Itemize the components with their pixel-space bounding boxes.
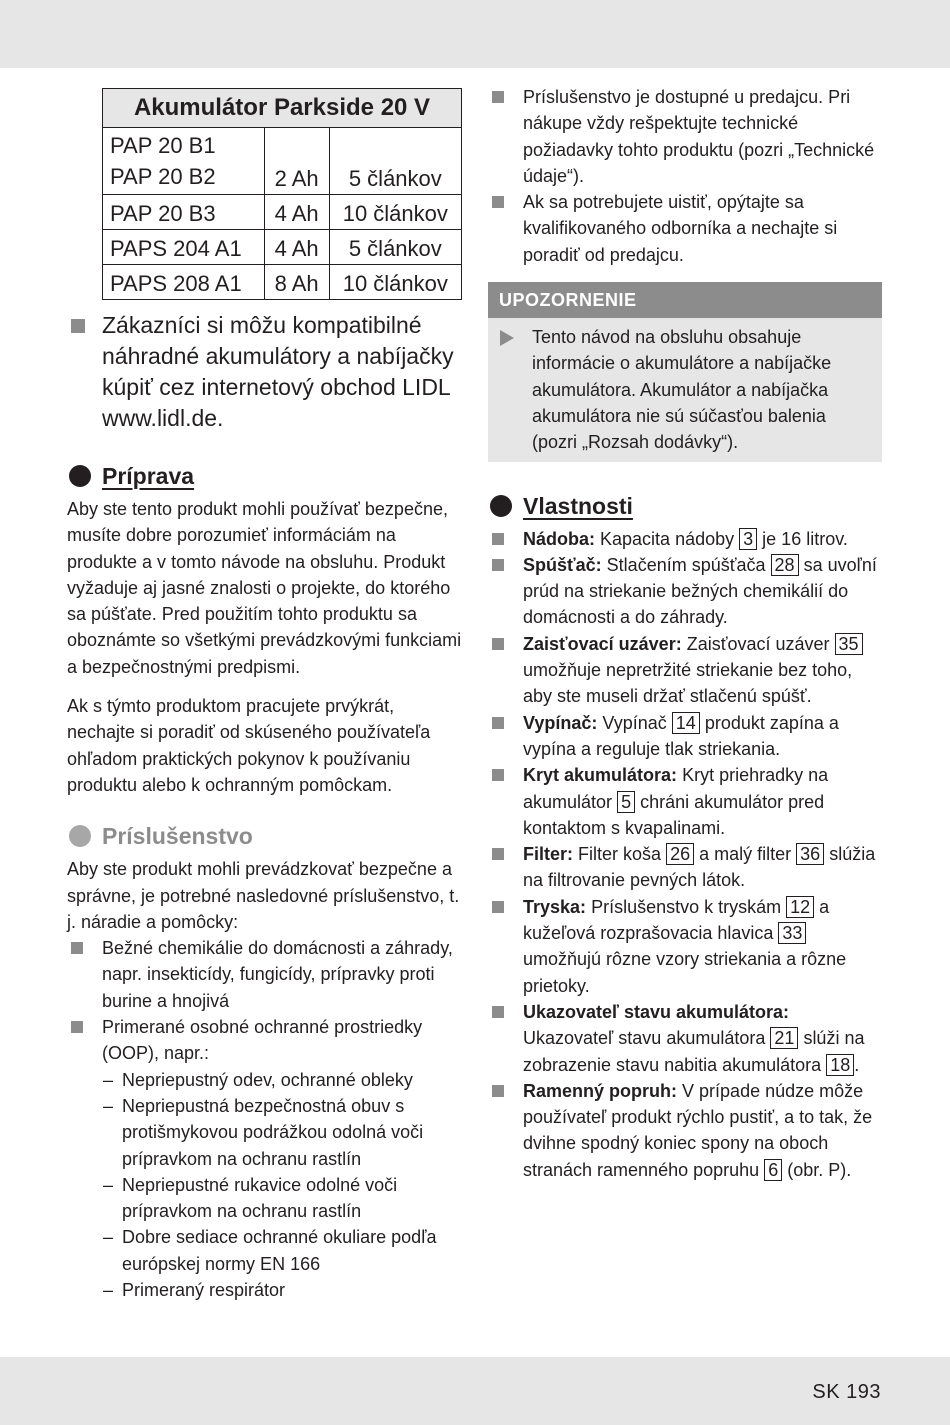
- table-row: [103, 265, 462, 300]
- reference-number: 33: [778, 922, 806, 944]
- square-bullet-icon: [492, 1085, 504, 1097]
- table-row: [103, 230, 462, 265]
- square-bullet-icon: [492, 196, 504, 208]
- sub-list-item: – Nepriepustný odev, ochranné obleky: [103, 1069, 413, 1090]
- sub-list-item: – Primeraný respirátor: [103, 1280, 286, 1301]
- table-cell-cells: 5 článkov: [329, 128, 461, 195]
- section-heading-prislusenstvo: Príslušenstvo: [67, 820, 465, 852]
- features-list: [488, 526, 882, 1183]
- table-cell-cells: 5 článkov: [329, 230, 461, 265]
- arrow-right-icon: [500, 330, 514, 346]
- table-cell-model: PAP 20 B3: [103, 195, 265, 230]
- paragraph: Aby ste tento produkt mohli používať bezpečne, musíte dobre porozumieť informáciám na produkte a v tomto návode na obsluhu. Produkt vyžaduje aj jasné znalosti o projekte, do ktorého sa púšťate. Pred použitím tohto produktu sa oboznámte so všetkými prevádzkovými funkciami a bezpečnostnými predpismi.: [67, 499, 462, 677]
- reference-number: 21: [770, 1027, 798, 1049]
- table-cell-capacity: 2 Ah: [264, 128, 329, 195]
- page-number: SK 193: [812, 1381, 881, 1403]
- reference-number: 14: [672, 712, 700, 734]
- paragraph: Aby ste produkt mohli prevádzkovať bezpečne a správne, je potrebné nasledovné príslušenstvo, t. j. náradie a pomôcky:: [67, 859, 460, 932]
- table-cell-capacity: 8 Ah: [264, 265, 329, 300]
- reference-number: 18: [826, 1054, 854, 1076]
- reference-number: 12: [786, 896, 814, 918]
- lidl-note: Zákazníci si môžu kompatibilné náhradné akumulátory a nabíjačky kúpiť cez internetový obchod LIDL www.lidl.de.: [67, 310, 465, 434]
- square-bullet-icon: [492, 533, 504, 545]
- notice-body: Tento návod na obsluhu obsahuje informácie o akumulátore a nabíjačke akumulátora. Akumulátor a nabíjačka akumulátora nie sú súčasťou balenia (pozri „Rozsah dodávky“).: [488, 318, 882, 461]
- list-item: Kryt akumulátora: Kryt priehradky na akumulátor 5 chráni akumulátor pred kontaktom s kvapalinami.: [488, 762, 882, 841]
- right-column: [488, 84, 882, 1183]
- accessory-list: [67, 935, 465, 1303]
- table-row: [103, 128, 462, 195]
- square-bullet-icon: [492, 638, 504, 650]
- reference-number: 6: [764, 1159, 782, 1181]
- sub-list-item: – Nepriepustné rukavice odolné voči prípravkom na ochranu rastlín: [103, 1174, 398, 1222]
- bullet-dot-icon: [69, 825, 91, 847]
- notice-box: [488, 282, 882, 461]
- reference-number: 28: [771, 554, 799, 576]
- paragraph: Ak s týmto produktom pracujete prvýkrát, nechajte si poradiť od skúseného používateľa ohľadom praktických pokynov k používaniu produktu alebo k ochranným pomôckam.: [67, 696, 431, 795]
- section-heading-priprava: Príprava: [67, 460, 465, 492]
- table-cell-model: PAPS 208 A1: [103, 265, 265, 300]
- bullet-dot-icon: [490, 495, 512, 517]
- list-item: Primerané osobné ochranné prostriedky (OOP), napr.:: [67, 1014, 465, 1067]
- square-bullet-icon: [492, 91, 504, 103]
- battery-table: [102, 88, 462, 300]
- square-bullet-icon: [492, 769, 504, 781]
- square-bullet-icon: [492, 717, 504, 729]
- square-bullet-icon: [492, 901, 504, 913]
- list-item: Ramenný popruh: V prípade núdze môže používateľ produkt rýchlo pustiť, a to tak, že dvihne spodný koniec spony na oboch stranách ramenného popruhu 6 (obr. P).: [488, 1078, 882, 1183]
- square-bullet-icon: [71, 319, 85, 333]
- table-row: [103, 195, 462, 230]
- reference-number: 5: [617, 791, 635, 813]
- list-item: Vypínač: Vypínač 14 produkt zapína a vypína a reguluje tlak striekania.: [488, 710, 882, 763]
- list-item: Nádoba: Kapacita nádoby 3 je 16 litrov.: [488, 526, 882, 552]
- table-cell-model: PAPS 204 A1: [103, 230, 265, 265]
- list-item: Príslušenstvo je dostupné u predajcu. Pri nákupe vždy rešpektujte technické požiadavky tohto produktu (pozri „Technické údaje“).: [488, 84, 882, 189]
- square-bullet-icon: [71, 942, 83, 954]
- notice-header: UPOZORNENIE: [488, 282, 882, 318]
- table-cell-capacity: 4 Ah: [264, 230, 329, 265]
- footer-band: [0, 1357, 950, 1425]
- table-cell-capacity: 4 Ah: [264, 195, 329, 230]
- section-heading-vlastnosti: Vlastnosti: [488, 490, 882, 522]
- list-item: Ak sa potrebujete uistiť, opýtajte sa kvalifikovaného odborníka a nechajte si poradiť od predajcu.: [488, 189, 882, 268]
- reference-number: 3: [739, 528, 757, 550]
- sub-list-item: – Dobre sediace ochranné okuliare podľa európskej normy EN 166: [103, 1227, 437, 1274]
- square-bullet-icon: [492, 848, 504, 860]
- list-item: Filter: Filter koša 26 a malý filter 36 slúžia na filtrovanie pevných látok.: [488, 841, 882, 894]
- table-cell-cells: 10 článkov: [329, 265, 461, 300]
- battery-table-title: Akumulátor Parkside 20 V: [103, 89, 462, 128]
- table-cell-cells: 10 článkov: [329, 195, 461, 230]
- list-item: Bežné chemikálie do domácnosti a záhrady, napr. insekticídy, fungicídy, prípravky proti burine a hnojivá: [67, 935, 465, 1014]
- sub-list-item: – Nepriepustná bezpečnostná obuv s protišmykovou podrážkou odolná voči prípravkom na ochranu rastlín: [103, 1095, 424, 1169]
- square-bullet-icon: [71, 1021, 83, 1033]
- list-item: Zaisťovací uzáver: Zaisťovací uzáver 35 umožňuje nepretržité striekanie bez toho, aby ste museli držať stlačenú spúšť.: [488, 631, 882, 710]
- square-bullet-icon: [492, 1006, 504, 1018]
- list-item: Ukazovateľ stavu akumulátora: Ukazovateľ stavu akumulátora 21 slúži na zobrazenie stavu nabitia akumulátora 18 .: [488, 999, 882, 1078]
- reference-number: 35: [835, 633, 863, 655]
- reference-number: 36: [796, 843, 824, 865]
- left-column: [67, 88, 465, 1303]
- table-cell-model: PAP 20 B1 PAP 20 B2: [103, 128, 265, 195]
- header-band: [0, 0, 950, 68]
- bullet-dot-icon: [69, 465, 91, 487]
- list-item: Spúšťač: Stlačením spúšťača 28 sa uvoľní prúd na striekanie bežných chemikálií do domácnosti a do záhrady.: [488, 552, 882, 631]
- list-item: Tryska: Príslušenstvo k tryskám 12 a kužeľová rozprašovacia hlavica 33 umožňujú rôzne vzory striekania a rôzne prietoky.: [488, 894, 882, 999]
- reference-number: 26: [666, 843, 694, 865]
- square-bullet-icon: [492, 559, 504, 571]
